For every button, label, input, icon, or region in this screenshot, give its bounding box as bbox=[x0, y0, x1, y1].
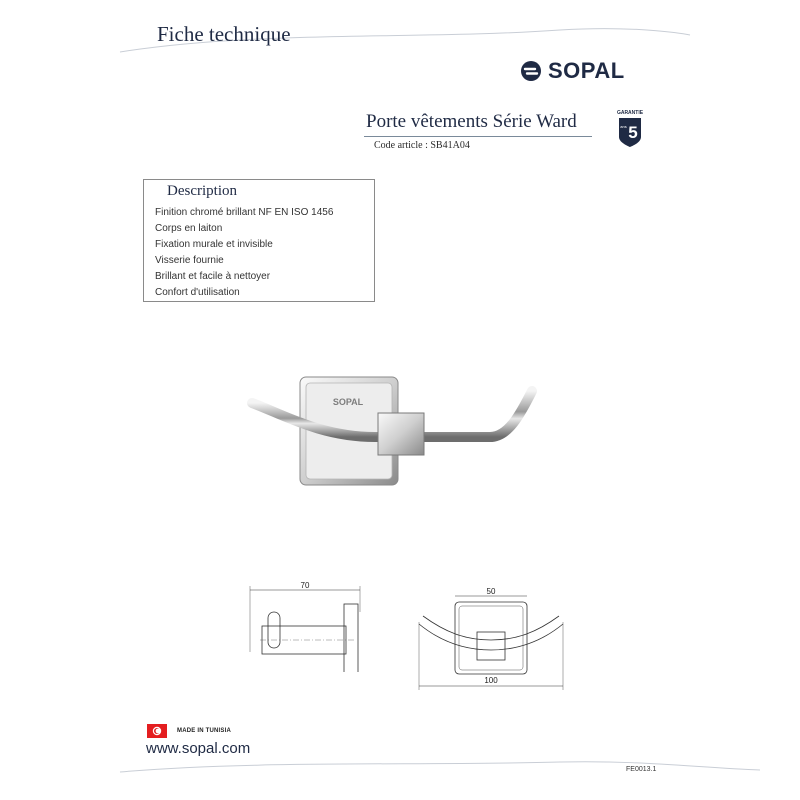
dimension-label: 70 bbox=[300, 582, 310, 590]
dimension-label: 100 bbox=[484, 676, 498, 685]
guarantee-years: 5 bbox=[628, 123, 638, 142]
made-in-label: MADE IN TUNISIA bbox=[177, 728, 231, 734]
description-list bbox=[155, 205, 333, 301]
product-title: Porte vêtements Série Ward bbox=[366, 111, 577, 132]
list-item: Finition chromé brillant NF EN ISO 1456 bbox=[155, 207, 334, 218]
product-image bbox=[240, 365, 540, 500]
tunisia-flag-icon bbox=[147, 724, 167, 738]
website-link[interactable]: www.sopal.com bbox=[146, 740, 251, 757]
list-item: Brillant et facile à nettoyer bbox=[155, 271, 271, 282]
made-in-badge bbox=[147, 724, 231, 738]
shield-icon bbox=[612, 110, 648, 150]
guarantee-label: GARANTIE bbox=[616, 110, 644, 116]
sopal-logo bbox=[520, 58, 645, 84]
front-view-drawing bbox=[405, 582, 580, 692]
article-code: Code article : SB41A04 bbox=[374, 140, 470, 151]
list-item: Fixation murale et invisible bbox=[155, 239, 273, 250]
description-heading: Description bbox=[167, 183, 237, 199]
list-item: Confort d'utilisation bbox=[155, 287, 240, 298]
guarantee-badge bbox=[612, 110, 648, 150]
page-title: Fiche technique bbox=[157, 22, 291, 46]
footer-wave bbox=[0, 740, 800, 800]
list-item: Visserie fournie bbox=[155, 255, 224, 266]
plate-brand-name: SOPAL bbox=[332, 397, 364, 407]
guarantee-unit: ans bbox=[620, 124, 627, 129]
list-item: Corps en laiton bbox=[155, 223, 223, 234]
brand-name: SOPAL bbox=[548, 58, 625, 83]
document-reference: FE0013.1 bbox=[626, 766, 657, 773]
title-divider bbox=[364, 136, 592, 137]
sopal-logo-icon bbox=[520, 60, 542, 82]
side-view-drawing bbox=[240, 582, 380, 672]
header-wave bbox=[0, 0, 800, 80]
dimension-label: 50 bbox=[486, 587, 496, 596]
